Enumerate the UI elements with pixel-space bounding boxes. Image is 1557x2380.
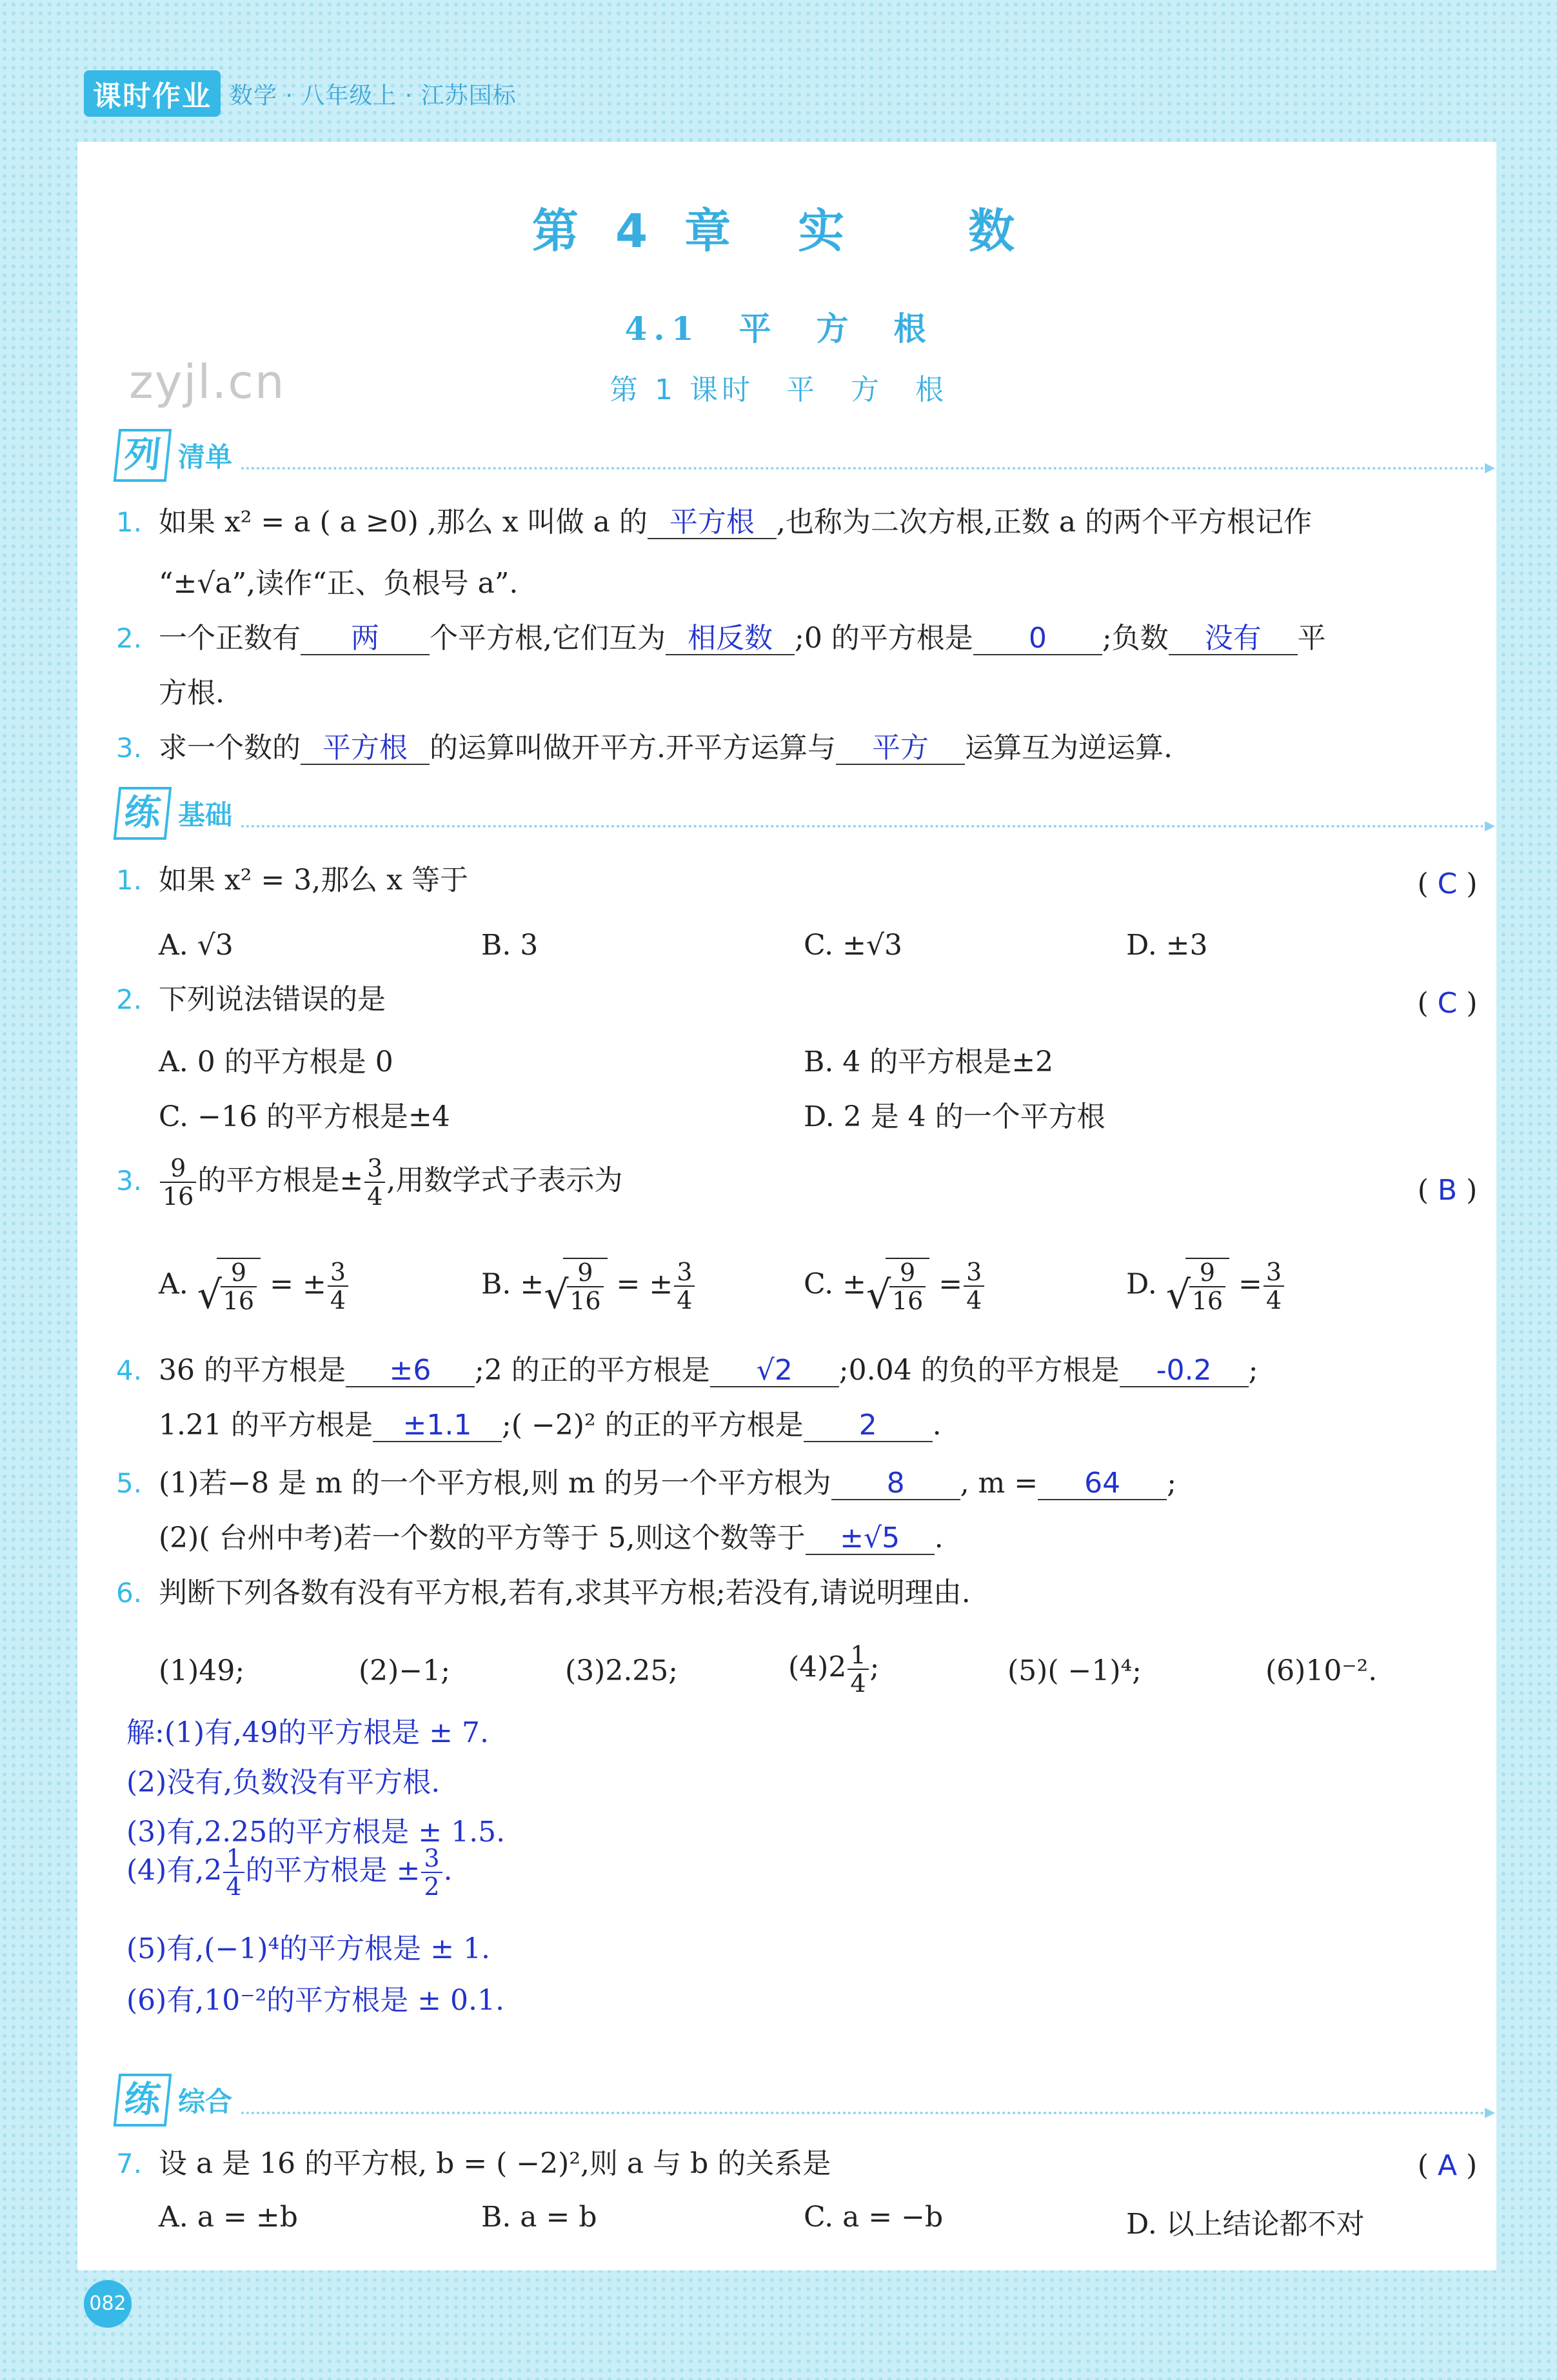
radical-sign: √ [1165, 1273, 1191, 1318]
option-label: B. [481, 1267, 521, 1301]
chapter-title: 第 4 章 实 数 [531, 204, 1026, 258]
question-text: 设 a 是 16 的平方根, b = ( −2)²,则 a 与 b 的关系是 [159, 2147, 831, 2180]
radical [1165, 1258, 1229, 1318]
question-number: 5. [116, 1467, 143, 1499]
numerator: 1 [223, 1845, 244, 1873]
dotted-arrow [241, 441, 1490, 470]
fraction [160, 1155, 196, 1210]
numerator: 1 [848, 1641, 868, 1670]
option-b: B. 3 [481, 929, 539, 962]
question-text: ; [1248, 1354, 1258, 1387]
question-text: . [932, 1409, 942, 1442]
option-d [1126, 1258, 1285, 1318]
radical [197, 1258, 261, 1318]
option-b: B. 4 的平方根是±2 [804, 1046, 1054, 1078]
question-number: 4. [116, 1354, 143, 1386]
section-label: 综合 [178, 2086, 233, 2117]
question-number: 7. [116, 2148, 143, 2179]
solution-line-2: (2)没有,负数没有平方根. [126, 1766, 441, 1799]
numerator: 9 [160, 1155, 196, 1183]
answer-blank: ±1.1 [373, 1410, 502, 1442]
denominator: 4 [367, 1182, 383, 1211]
option-c: C. ±√3 [804, 929, 902, 962]
answer-paren: ( C ) [1417, 987, 1478, 1020]
radical [544, 1258, 607, 1318]
section-tag: 练 [114, 2074, 172, 2127]
solution-line-6: (6)有,10⁻²的平方根是 ± 0.1. [126, 1984, 504, 2017]
q6-item-1: (1)49; [159, 1654, 245, 1687]
answer-paren: ( A ) [1417, 2149, 1478, 2182]
lesson-title: 第 1 课时 平 方 根 [610, 373, 947, 406]
section-header-comprehensive [116, 2074, 1490, 2127]
question-text: ,用数学式子表示为 [386, 1164, 623, 1197]
numerator: 3 [964, 1258, 984, 1287]
answer-blank: 没有 [1169, 623, 1298, 655]
option-a: A. 0 的平方根是 0 [159, 1046, 393, 1078]
list-item-3 [116, 729, 1173, 768]
option-a: A. √3 [159, 929, 233, 962]
question-text: ;2 的正的平方根是 [474, 1354, 710, 1387]
answer-blank: 64 [1038, 1468, 1167, 1500]
section-tag: 列 [114, 429, 172, 482]
page-number: 082 [84, 2280, 132, 2328]
sign: ± [520, 1267, 544, 1301]
q6-item-2: (2)−1; [359, 1654, 451, 1687]
question-number: 6. [116, 1577, 143, 1609]
radicand [886, 1258, 929, 1314]
numerator: 3 [364, 1155, 385, 1183]
denominator: 4 [1265, 1286, 1282, 1314]
book-subtitle: 数学 · 八年级上 · 江苏国标 [230, 82, 517, 109]
equals: = ± [261, 1267, 326, 1301]
option-c: C. a = −b [804, 2201, 944, 2234]
choice-answer: A [1437, 2149, 1458, 2182]
question-4-cont [159, 1406, 942, 1445]
answer-blank: ±√5 [806, 1523, 935, 1555]
section-header-list [116, 429, 1490, 482]
dotted-arrow [241, 2086, 1490, 2114]
q6-item-4: (4)2 $\frac{1}{4}$ ; [788, 1641, 880, 1698]
option-d: D. ±3 [1126, 929, 1208, 962]
question-3 [116, 1155, 622, 1210]
choice-answer: C [1437, 987, 1458, 1020]
denominator: 16 [163, 1182, 194, 1211]
answer-blank: √2 [710, 1355, 839, 1387]
item-text: 的运算叫做开平方.开平方运算与 [430, 731, 836, 764]
item-text: 平 [1297, 622, 1326, 655]
denominator: 16 [223, 1287, 255, 1315]
fraction [1264, 1258, 1284, 1314]
equals: = ± [607, 1267, 673, 1301]
answer-blank: ±6 [346, 1355, 475, 1387]
question-text: 下列说法错误的是 [159, 983, 386, 1016]
question-text: (2)( 台州中考)若一个数的平方等于 5,则这个数等于 [159, 1522, 806, 1554]
radical-sign: √ [544, 1273, 569, 1318]
section-label: 基础 [178, 799, 233, 831]
fraction [1189, 1259, 1225, 1314]
answer-blank: 平方 [836, 733, 965, 765]
question-text: . [934, 1522, 944, 1554]
option-a: A. a = ±b [159, 2201, 298, 2234]
question-text: ;0.04 的负的平方根是 [838, 1354, 1120, 1387]
list-item-1 [116, 503, 1312, 542]
section-label: 清单 [178, 441, 233, 473]
numerator: 3 [421, 1845, 442, 1873]
radical-sign: √ [866, 1273, 891, 1318]
question-text: 判断下列各数有没有平方根,若有,求其平方根;若没有,请说明理由. [159, 1576, 971, 1609]
answer-blank: -0.2 [1120, 1355, 1249, 1387]
radicand [563, 1258, 607, 1314]
denominator: 4 [330, 1286, 346, 1314]
question-4 [116, 1351, 1258, 1390]
question-1 [116, 861, 468, 900]
watermark: zyjl.cn [129, 355, 286, 409]
option-b: B. a = b [481, 2201, 597, 2234]
fraction [364, 1155, 385, 1210]
fraction [889, 1259, 926, 1314]
item-text: 求一个数的 [159, 731, 301, 764]
fraction [964, 1258, 984, 1314]
option-label: C. [804, 1267, 843, 1301]
item-text: 个平方根,它们互为 [430, 622, 666, 655]
numerator: 9 [221, 1259, 257, 1287]
numerator: 3 [1264, 1258, 1284, 1287]
answer-blank: 8 [831, 1468, 960, 1500]
option-a [159, 1258, 350, 1318]
item-text: ;负数 [1102, 622, 1169, 655]
item-text: (4)2 [788, 1651, 847, 1684]
q6-item-3: (3)2.25; [565, 1654, 679, 1687]
answer-blank: 2 [804, 1410, 933, 1442]
item-text: ;0 的平方根是 [795, 622, 973, 655]
section-header-basic [116, 787, 1490, 840]
denominator: 16 [891, 1287, 924, 1315]
list-item-1-cont: “±√a”,读作“正、负根号 a”. [159, 567, 519, 600]
question-text: 36 的平方根是 [159, 1354, 346, 1387]
header-bar [84, 72, 517, 115]
solution-line-3: (3)有,2.25的平方根是 ± 1.5. [126, 1816, 506, 1849]
question-text: , m = [960, 1467, 1038, 1500]
item-text: 如果 x² = a ( a ≥0) ,那么 x 叫做 a 的 [159, 506, 648, 539]
question-5-cont [159, 1519, 944, 1558]
question-2 [116, 980, 386, 1019]
question-number: 1. [116, 864, 143, 896]
solution-line-5: (5)有,(−1)⁴的平方根是 ± 1. [126, 1932, 490, 1965]
q6-item-5: (5)( −1)⁴; [1007, 1654, 1142, 1687]
item-text: ,也称为二次方根,正数 a 的两个平方根记作 [776, 506, 1313, 539]
fraction [328, 1258, 348, 1314]
answer-blank: 相反数 [666, 623, 795, 655]
section-title: 4.1 平 方 根 [624, 310, 933, 348]
dotted-arrow [241, 799, 1490, 828]
equals: = [1229, 1267, 1262, 1301]
fraction [223, 1845, 244, 1900]
answer-blank: 平方根 [648, 507, 777, 539]
solution-text: (4)有,2 [126, 1854, 223, 1887]
choice-answer: B [1437, 1174, 1458, 1207]
list-item-2-cont: 方根. [159, 677, 224, 709]
question-number: 3. [116, 1164, 143, 1196]
fraction [674, 1258, 695, 1314]
question-text: 1.21 的平方根是 [159, 1409, 373, 1442]
denominator: 4 [677, 1286, 693, 1314]
denominator: 4 [226, 1872, 242, 1901]
question-number: 2. [116, 984, 143, 1015]
question-text: 如果 x² = 3,那么 x 等于 [159, 864, 469, 897]
answer-blank: 0 [973, 623, 1102, 655]
denominator: 16 [1191, 1287, 1224, 1315]
option-d: D. 2 是 4 的一个平方根 [804, 1100, 1106, 1133]
solution-text: 的平方根是 ± [245, 1854, 421, 1887]
question-7 [116, 2145, 831, 2183]
radical [866, 1258, 929, 1318]
denominator: 4 [966, 1286, 982, 1314]
radicand [217, 1258, 261, 1314]
option-b [481, 1258, 696, 1318]
sign: ± [842, 1267, 866, 1301]
choice-answer: C [1437, 868, 1458, 900]
solution-text: . [443, 1854, 453, 1887]
list-item-2 [116, 619, 1326, 658]
fraction [221, 1259, 257, 1314]
option-c: C. −16 的平方根是±4 [159, 1100, 450, 1133]
item-number: 1. [116, 506, 143, 538]
numerator: 3 [328, 1258, 348, 1287]
fraction [421, 1845, 442, 1900]
item-number: 3. [116, 732, 143, 764]
radicand [1185, 1258, 1229, 1314]
numerator: 9 [567, 1259, 603, 1287]
logo: 课时作业 [84, 70, 221, 117]
question-5 [116, 1464, 1176, 1503]
fraction [848, 1641, 868, 1697]
question-text: 的平方根是± [197, 1164, 364, 1197]
item-number: 2. [116, 622, 143, 654]
denominator: 16 [570, 1287, 601, 1315]
numerator: 9 [889, 1259, 926, 1287]
question-text: (1)若−8 是 m 的一个平方根,则 m 的另一个平方根为 [159, 1467, 831, 1500]
q6-item-6: (6)10⁻². [1265, 1654, 1378, 1687]
answer-paren: ( B ) [1417, 1174, 1478, 1207]
numerator: 3 [674, 1258, 695, 1287]
equals: = [929, 1267, 963, 1301]
radical-sign: √ [197, 1273, 222, 1318]
option-c [804, 1258, 986, 1318]
answer-blank: 两 [301, 623, 430, 655]
option-d: D. 以上结论都不对 [1126, 2208, 1365, 2241]
option-label: D. [1126, 1267, 1166, 1301]
item-text: 一个正数有 [159, 622, 301, 655]
question-text: ; [1167, 1467, 1176, 1500]
answer-paren: ( C ) [1417, 868, 1478, 900]
numerator: 9 [1189, 1259, 1225, 1287]
solution-line-1: 解:(1)有,49的平方根是 ± 7. [126, 1716, 489, 1749]
fraction [567, 1259, 603, 1314]
option-label: A. [159, 1267, 197, 1301]
answer-blank: 平方根 [301, 733, 430, 765]
item-text: 运算互为逆运算. [965, 731, 1173, 764]
question-text: ;( −2)² 的正的平方根是 [501, 1409, 804, 1442]
denominator: 2 [424, 1872, 440, 1901]
question-6 [116, 1574, 971, 1612]
denominator: 4 [850, 1669, 866, 1698]
section-tag: 练 [114, 787, 172, 840]
solution-line-4 [126, 1845, 453, 1900]
